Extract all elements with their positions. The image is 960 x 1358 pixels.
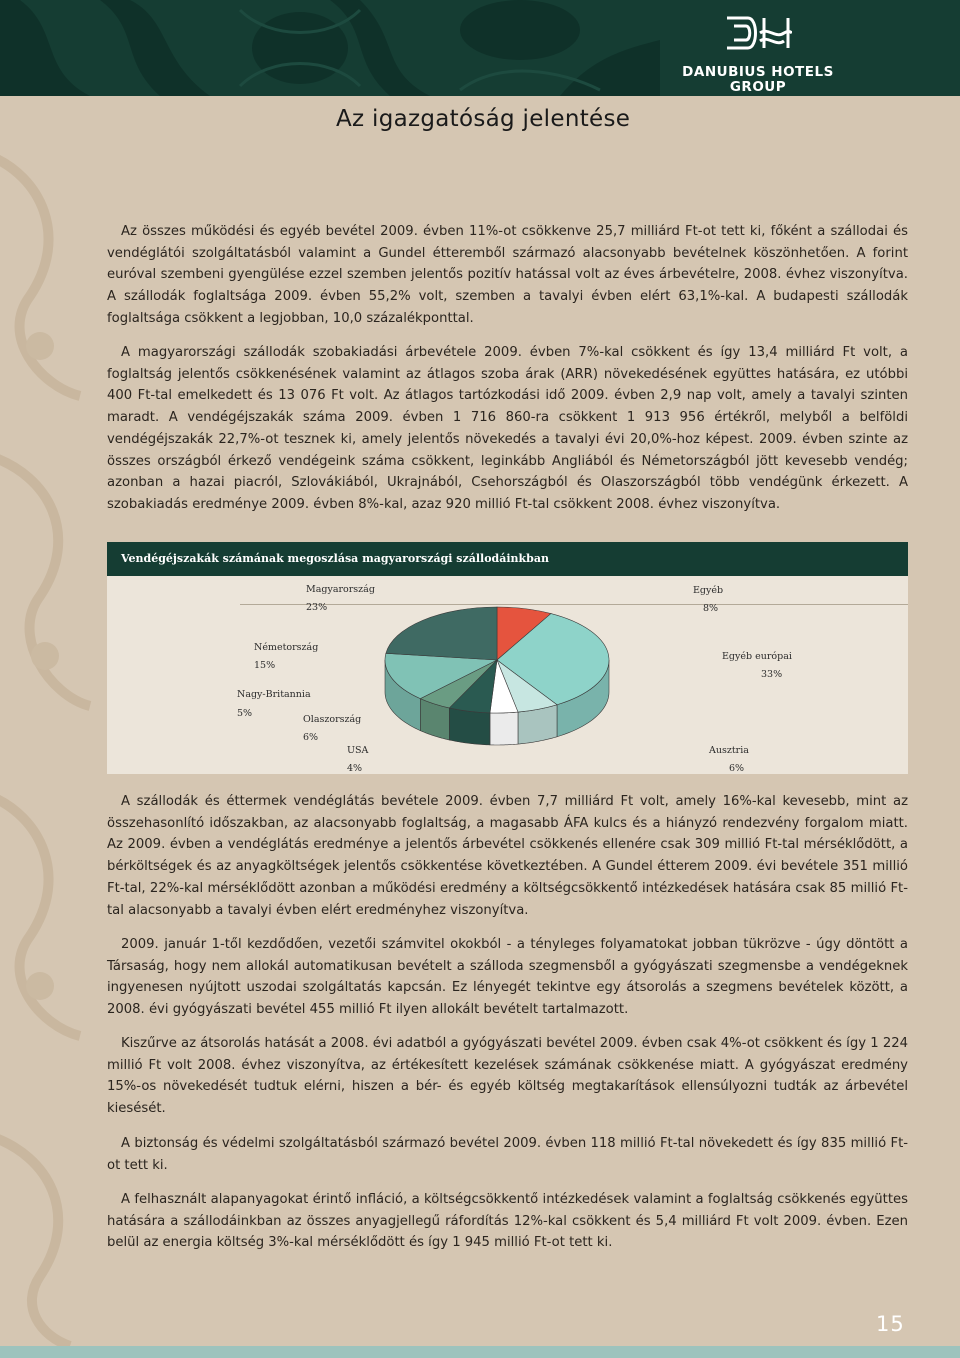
paragraph-4: 2009. január 1-től kezdődően, vezetői számvitel okokból - a tényleges folyamatokat jobban tükrözve - úgy döntött a Társaság, hogy nem allokál automatikusan bevételt a szálloda szegmensből a gyógyászati szegmensbe a vendégeknek ingyenesen nyújtott uszodai szolgáltatás kapcsán. Ez lényegét tekintve egy átsorolás a szegmens bevételek között, a 2008. évi gyógyászati bevétel 455 millió Ft ilyen allokált bevételt tartalmazott.	[107, 937, 908, 1018]
value-usa: 4%	[347, 763, 363, 774]
paragraph-1: Az összes működési és egyéb bevétel 2009. évben 11%-ot csökkenve 25,7 milliárd Ft-ot tett ki, főként a szállodai és vendéglátói szolgáltatásból valamint a Gundel étteremből származó alacsonyabb bevételnek köszönhetően. A forint euróval szembeni gyengülése ezzel szemben jelentős pozitív hatással volt az éves árbevételre, 2008. évhez viszonyítva. A szállodák foglaltsága 2009. évben 55,2% volt, szemben a tavalyi évben elért 63,1%-kal. A budapesti szállodák foglaltsága csökkent a legjobban, 10,0 százalékponttal.	[107, 224, 908, 326]
pie-side-3	[490, 712, 518, 745]
side-ornament	[0, 96, 100, 1346]
label-nagy-britannia: Nagy-Britannia	[237, 689, 311, 700]
value-ausztria: 6%	[729, 763, 745, 774]
footer-band	[0, 1346, 960, 1358]
value-nemetorszag: 15%	[254, 660, 276, 671]
label-egyeb-europai: Egyéb európai	[722, 651, 792, 662]
logo-text-line1: DANUBIUS HOTELS	[682, 64, 834, 80]
pie-slice-7	[386, 607, 497, 660]
page-number: 15	[876, 1312, 905, 1336]
label-ausztria: Ausztria	[709, 745, 749, 756]
logo-text-line2: GROUP	[729, 79, 787, 95]
label-olaszorszag: Olaszország	[303, 714, 362, 725]
label-usa: USA	[347, 745, 369, 756]
value-nagy-britannia: 5%	[237, 708, 253, 719]
label-magyarorszag: Magyarország	[306, 584, 375, 595]
paragraph-3: A szállodák és éttermek vendéglátás bevétele 2009. évben 7,7 milliárd Ft volt, amely 16%-kal kevesebb, mint az összehasonlító időszakban, az alacsonyabb foglaltság, a magasabb ÁFA kulcs és a hiányzó rendezvény forgalom miatt. Az 2009. évben a vendéglátás eredménye a jelentős árbevétel csökkenés ellenére csak 309 millió Ft-tal mérséklődött, a bérköltségek és az anyagköltségek jelentős csökkentése következtében. A Gundel étterem 2009. évi bevétele 351 millió Ft-tal, 22%-kal mérséklődött azonban a működési eredmény a költségcsökkentő intézkedések hatására csak 85 millió Ft-tal alacsonyabb a tavalyi évben elért eredményhez viszonyítva.	[107, 794, 908, 918]
pie-side-4	[449, 708, 490, 745]
danubius-logo	[662, 12, 854, 95]
value-egyeb: 8%	[703, 603, 719, 614]
value-magyarorszag: 23%	[306, 602, 328, 613]
label-egyeb: Egyéb	[693, 585, 724, 596]
logo-mark-icon	[724, 14, 792, 52]
value-egyeb-europai: 33%	[761, 669, 783, 680]
label-nemetorszag: Németország	[254, 642, 319, 653]
paragraph-5: Kiszűrve az átsorolás hatását a 2008. évi adatból a gyógyászati bevétel 2009. évben csak 4%-ot csökkent és így 1 224 millió Ft volt 2008. évhez viszonyítva, az értékesített kezelések számának csökkenése miatt. A gyógyászat eredmény 15%-os növekedését tudtuk elérni, hiszen a bér- és egyéb költség megtakarítások ellensúlyozni tudták az árbevétel kiesését.	[107, 1036, 908, 1117]
pie-chart-panel	[107, 542, 908, 774]
header-band	[0, 0, 960, 96]
paragraph-2: A magyarországi szállodák szobakiadási árbevétele 2009. évben 7%-kal csökkent és így 13,4 milliárd Ft volt, a foglaltság jelentős csökkenésének valamint az átlagos szoba árak (ARR) növekedésének együttes hatására, ez utóbbi 400 Ft-tal emelkedett és 13 076 Ft volt. Az átlagos tartózkodási idő 2009. évben 2,9 nap volt, amely a tavalyi szinten maradt. A vendégéjszakák száma 2009. évben 1 716 860-ra csökkent 1 913 956 értékről, melyből a belföldi vendégéjszakák 22,7%-ot tesznek ki, amely jelentős növekedés a tavalyi évi 20,0%-hoz képest. 2009. évben szinte az összes országból érkező vendégeink száma csökkent, leginkább Angliából és Németországból jött kevesebb vendég; azonban a hazai piacról, Szlovákiából, Ukrajnából, Csehországból és Olaszországból több vendégünk érkezett. A szobakiadás eredménye 2009. évben 8%-kal, azaz 920 millió Ft-tal csökkent 2008. évhez viszonyítva.	[107, 345, 908, 512]
paragraph-6: A biztonság és védelmi szolgáltatásból származó bevétel 2009. évben 118 millió Ft-tal növekedett és így 835 millió Ft-ot tett ki.	[107, 1136, 908, 1173]
paragraph-7: A felhasznált alapanyagokat érintő infláció, a költségcsökkentő intézkedések valamint a foglaltság csökkenés együttes hatására a szállodáinkban az összes anyagjellegű ráfordítás 12%-kal csökkent és 5,4 milliárd Ft volt 2009. évben. Ezen belül az energia költség 3%-kal mérséklődött és így 1 945 millió Ft-ot tett ki.	[107, 1192, 908, 1251]
chart-title: Vendégéjszakák számának megoszlása magyarországi szállodáinkban	[121, 552, 549, 565]
page-title: Az igazgatóság jelentése	[336, 106, 631, 132]
value-olaszorszag: 6%	[303, 732, 319, 743]
damask-ornament	[0, 0, 660, 96]
